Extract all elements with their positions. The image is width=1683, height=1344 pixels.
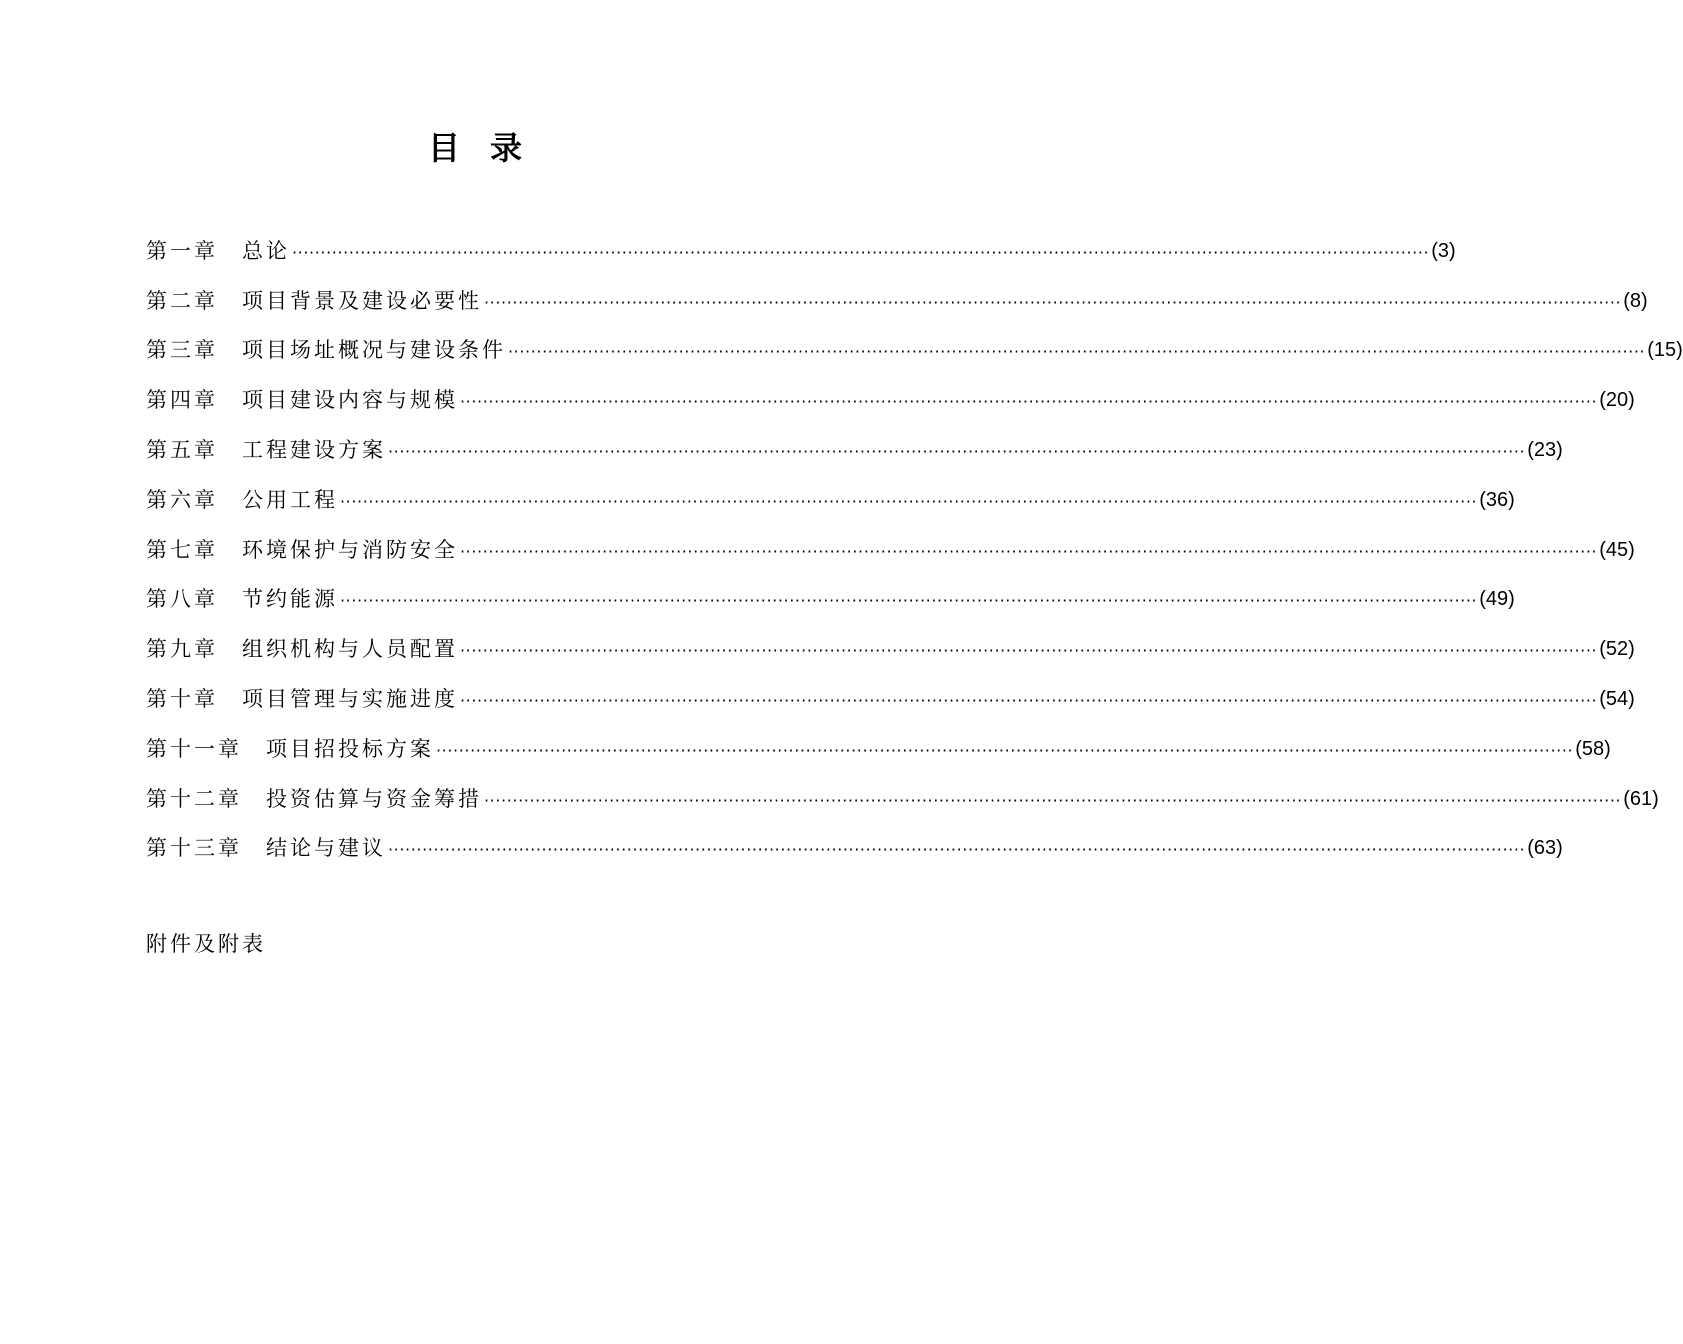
toc-chapter-number: 第十一章 — [146, 736, 242, 761]
toc-leader-dots: ········································································································································································································ — [460, 641, 1598, 661]
toc-leader-dots: ········································································································································································································ — [460, 691, 1598, 711]
toc-chapter-number: 第九章 — [146, 637, 218, 662]
appendix-heading[interactable]: 附件及附表 — [146, 932, 266, 956]
toc-page-number: (54) — [1599, 688, 1635, 711]
toc-leader-dots: ········································································································································································································ — [484, 292, 1622, 312]
toc-leader-dots: ········································································································································································································ — [340, 491, 1478, 511]
toc-leader-dots: ········································································································································································································ — [484, 790, 1622, 810]
toc-chapter-number: 第五章 — [146, 438, 218, 463]
toc-leader-dots: ········································································································································································································ — [460, 541, 1598, 561]
toc-chapter-title: 总论 — [242, 238, 290, 263]
toc-chapter-title: 节约能源 — [242, 587, 338, 612]
toc-entry-12[interactable] — [146, 774, 1659, 824]
toc-chapter-number: 第十三章 — [146, 836, 242, 861]
toc-chapter-title: 项目招投标方案 — [266, 736, 434, 761]
toc-entry-2[interactable] — [146, 276, 1648, 326]
toc-leader-dots: ········································································································································································································ — [388, 840, 1526, 860]
page-title-char-2: 录 — [490, 129, 523, 167]
toc-chapter-number: 第一章 — [146, 238, 218, 263]
toc-chapter-title: 项目背景及建设必要性 — [242, 288, 482, 313]
toc-entry-7[interactable] — [146, 525, 1635, 575]
toc-entry-3[interactable] — [146, 326, 1683, 376]
toc-page-number: (23) — [1527, 439, 1563, 462]
toc-entry-9[interactable] — [146, 624, 1635, 674]
toc-page-number: (49) — [1479, 588, 1515, 611]
toc-page-number: (3) — [1431, 239, 1456, 262]
toc-chapter-title: 环境保护与消防安全 — [242, 537, 458, 562]
page-title-char-1: 目 — [427, 129, 460, 167]
toc-entry-11[interactable] — [146, 724, 1611, 774]
toc-page-number: (61) — [1623, 787, 1659, 810]
toc-page-number: (36) — [1479, 488, 1515, 511]
toc-chapter-title: 工程建设方案 — [242, 438, 386, 463]
toc-leader-dots: ········································································································································································································ — [340, 591, 1478, 611]
toc-chapter-title: 组织机构与人员配置 — [242, 637, 458, 662]
toc-chapter-title: 项目场址概况与建设条件 — [242, 338, 506, 363]
toc-chapter-number: 第二章 — [146, 288, 218, 313]
toc-chapter-number: 第十章 — [146, 687, 218, 712]
toc-entry-10[interactable] — [146, 674, 1635, 724]
toc-leader-dots: ········································································································································································································ — [460, 392, 1598, 412]
toc-chapter-number: 第四章 — [146, 388, 218, 413]
toc-leader-dots: ········································································································································································································ — [508, 342, 1646, 362]
toc-chapter-number: 第七章 — [146, 537, 218, 562]
toc-page-number: (63) — [1527, 837, 1563, 860]
toc-leader-dots: ········································································································································································································ — [388, 442, 1526, 462]
toc-page-number: (15) — [1647, 339, 1683, 362]
toc-entry-8[interactable] — [146, 575, 1515, 625]
toc-chapter-number: 第八章 — [146, 587, 218, 612]
toc-page-number: (58) — [1575, 737, 1611, 760]
toc-page-number: (52) — [1599, 638, 1635, 661]
toc-chapter-number: 第三章 — [146, 338, 218, 363]
toc-chapter-title: 结论与建议 — [266, 836, 386, 861]
toc-chapter-number: 第十二章 — [146, 786, 242, 811]
toc-entry-1[interactable] — [146, 226, 1456, 276]
toc-entry-5[interactable] — [146, 425, 1563, 475]
toc-leader-dots: ········································································································································································································ — [436, 740, 1574, 760]
page-title — [0, 126, 950, 170]
toc-chapter-number: 第六章 — [146, 487, 218, 512]
toc-page-number: (45) — [1599, 538, 1635, 561]
toc-page-number: (20) — [1599, 389, 1635, 412]
toc-chapter-title: 公用工程 — [242, 487, 338, 512]
toc-chapter-title: 项目管理与实施进度 — [242, 687, 458, 712]
toc-entry-6[interactable] — [146, 475, 1515, 525]
toc-entry-13[interactable] — [146, 824, 1563, 874]
table-of-contents — [146, 226, 1683, 873]
toc-entry-4[interactable] — [146, 375, 1635, 425]
toc-chapter-title: 投资估算与资金筹措 — [266, 786, 482, 811]
toc-chapter-title: 项目建设内容与规模 — [242, 388, 458, 413]
toc-leader-dots: ········································································································································································································ — [292, 242, 1430, 262]
toc-page-number: (8) — [1623, 289, 1648, 312]
